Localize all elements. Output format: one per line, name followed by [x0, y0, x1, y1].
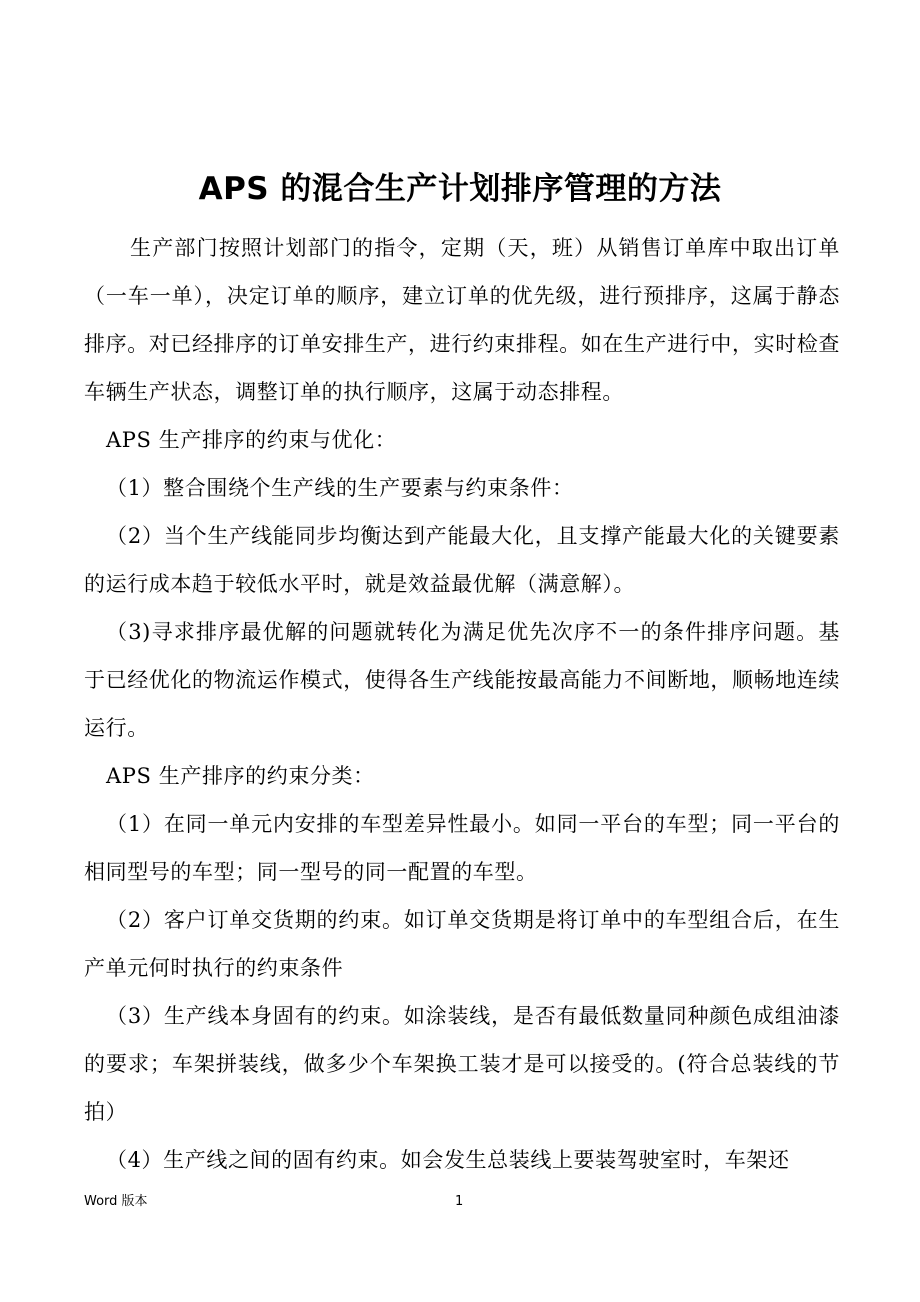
list-item-constraint-1: （1）在同一单元内安排的车型差异性最小。如同一平台的车型；同一平台的相同型号的车型；同一型号的同一配置的车型。: [84, 812, 840, 884]
list-item-constraint-4: （4）生产线之间的固有约束。如会发生总装线上要装驾驶室时，车架还: [106, 1148, 790, 1172]
list-item-optimization-3: （3)寻求排序最优解的问题就转化为满足优先次序不一的条件排序问题。基于已经优化的物流运作模式，使得各生产线能按最高能力不间断地，顺畅地连续运行。: [84, 620, 840, 740]
page-number: 1: [455, 1194, 464, 1209]
list-item-optimization-2: （2）当个生产线能同步均衡达到产能最大化，且支撑产能最大化的关键要素的运行成本趋于较低水平时，就是效益最优解（满意解）。: [84, 524, 840, 596]
document-body: [84, 224, 840, 1184]
list-item-constraint-3: （3）生产线本身固有的约束。如涂装线，是否有最低数量同种颜色成组油漆的要求；车架拼装线，做多少个车架换工装才是可以接受的。(符合总装线的节拍）: [84, 1004, 840, 1124]
paragraph-intro: 生产部门按照计划部门的指令，定期（天，班）从销售订单库中取出订单（一车一单），决定订单的顺序，建立订单的优先级，进行预排序，这属于静态排序。对已经排序的订单安排生产，进行约束排程。如在生产进行中，实时检查车辆生产状态，调整订单的执行顺序，这属于动态排程。: [84, 236, 840, 404]
section-heading-constraints-optimization: APS 生产排序的约束与优化：: [106, 428, 397, 452]
list-item-optimization-1: （1）整合围绕个生产线的生产要素与约束条件：: [106, 476, 574, 500]
section-heading-constraint-types: APS 生产排序的约束分类：: [106, 764, 375, 788]
footer-version-label: Word 版本: [84, 1194, 148, 1209]
list-item-constraint-2: （2）客户订单交货期的约束。如订单交货期是将订单中的车型组合后，在生产单元何时执行的约束条件: [84, 908, 840, 980]
page-title: APS 的混合生产计划排序管理的方法: [198, 170, 722, 207]
